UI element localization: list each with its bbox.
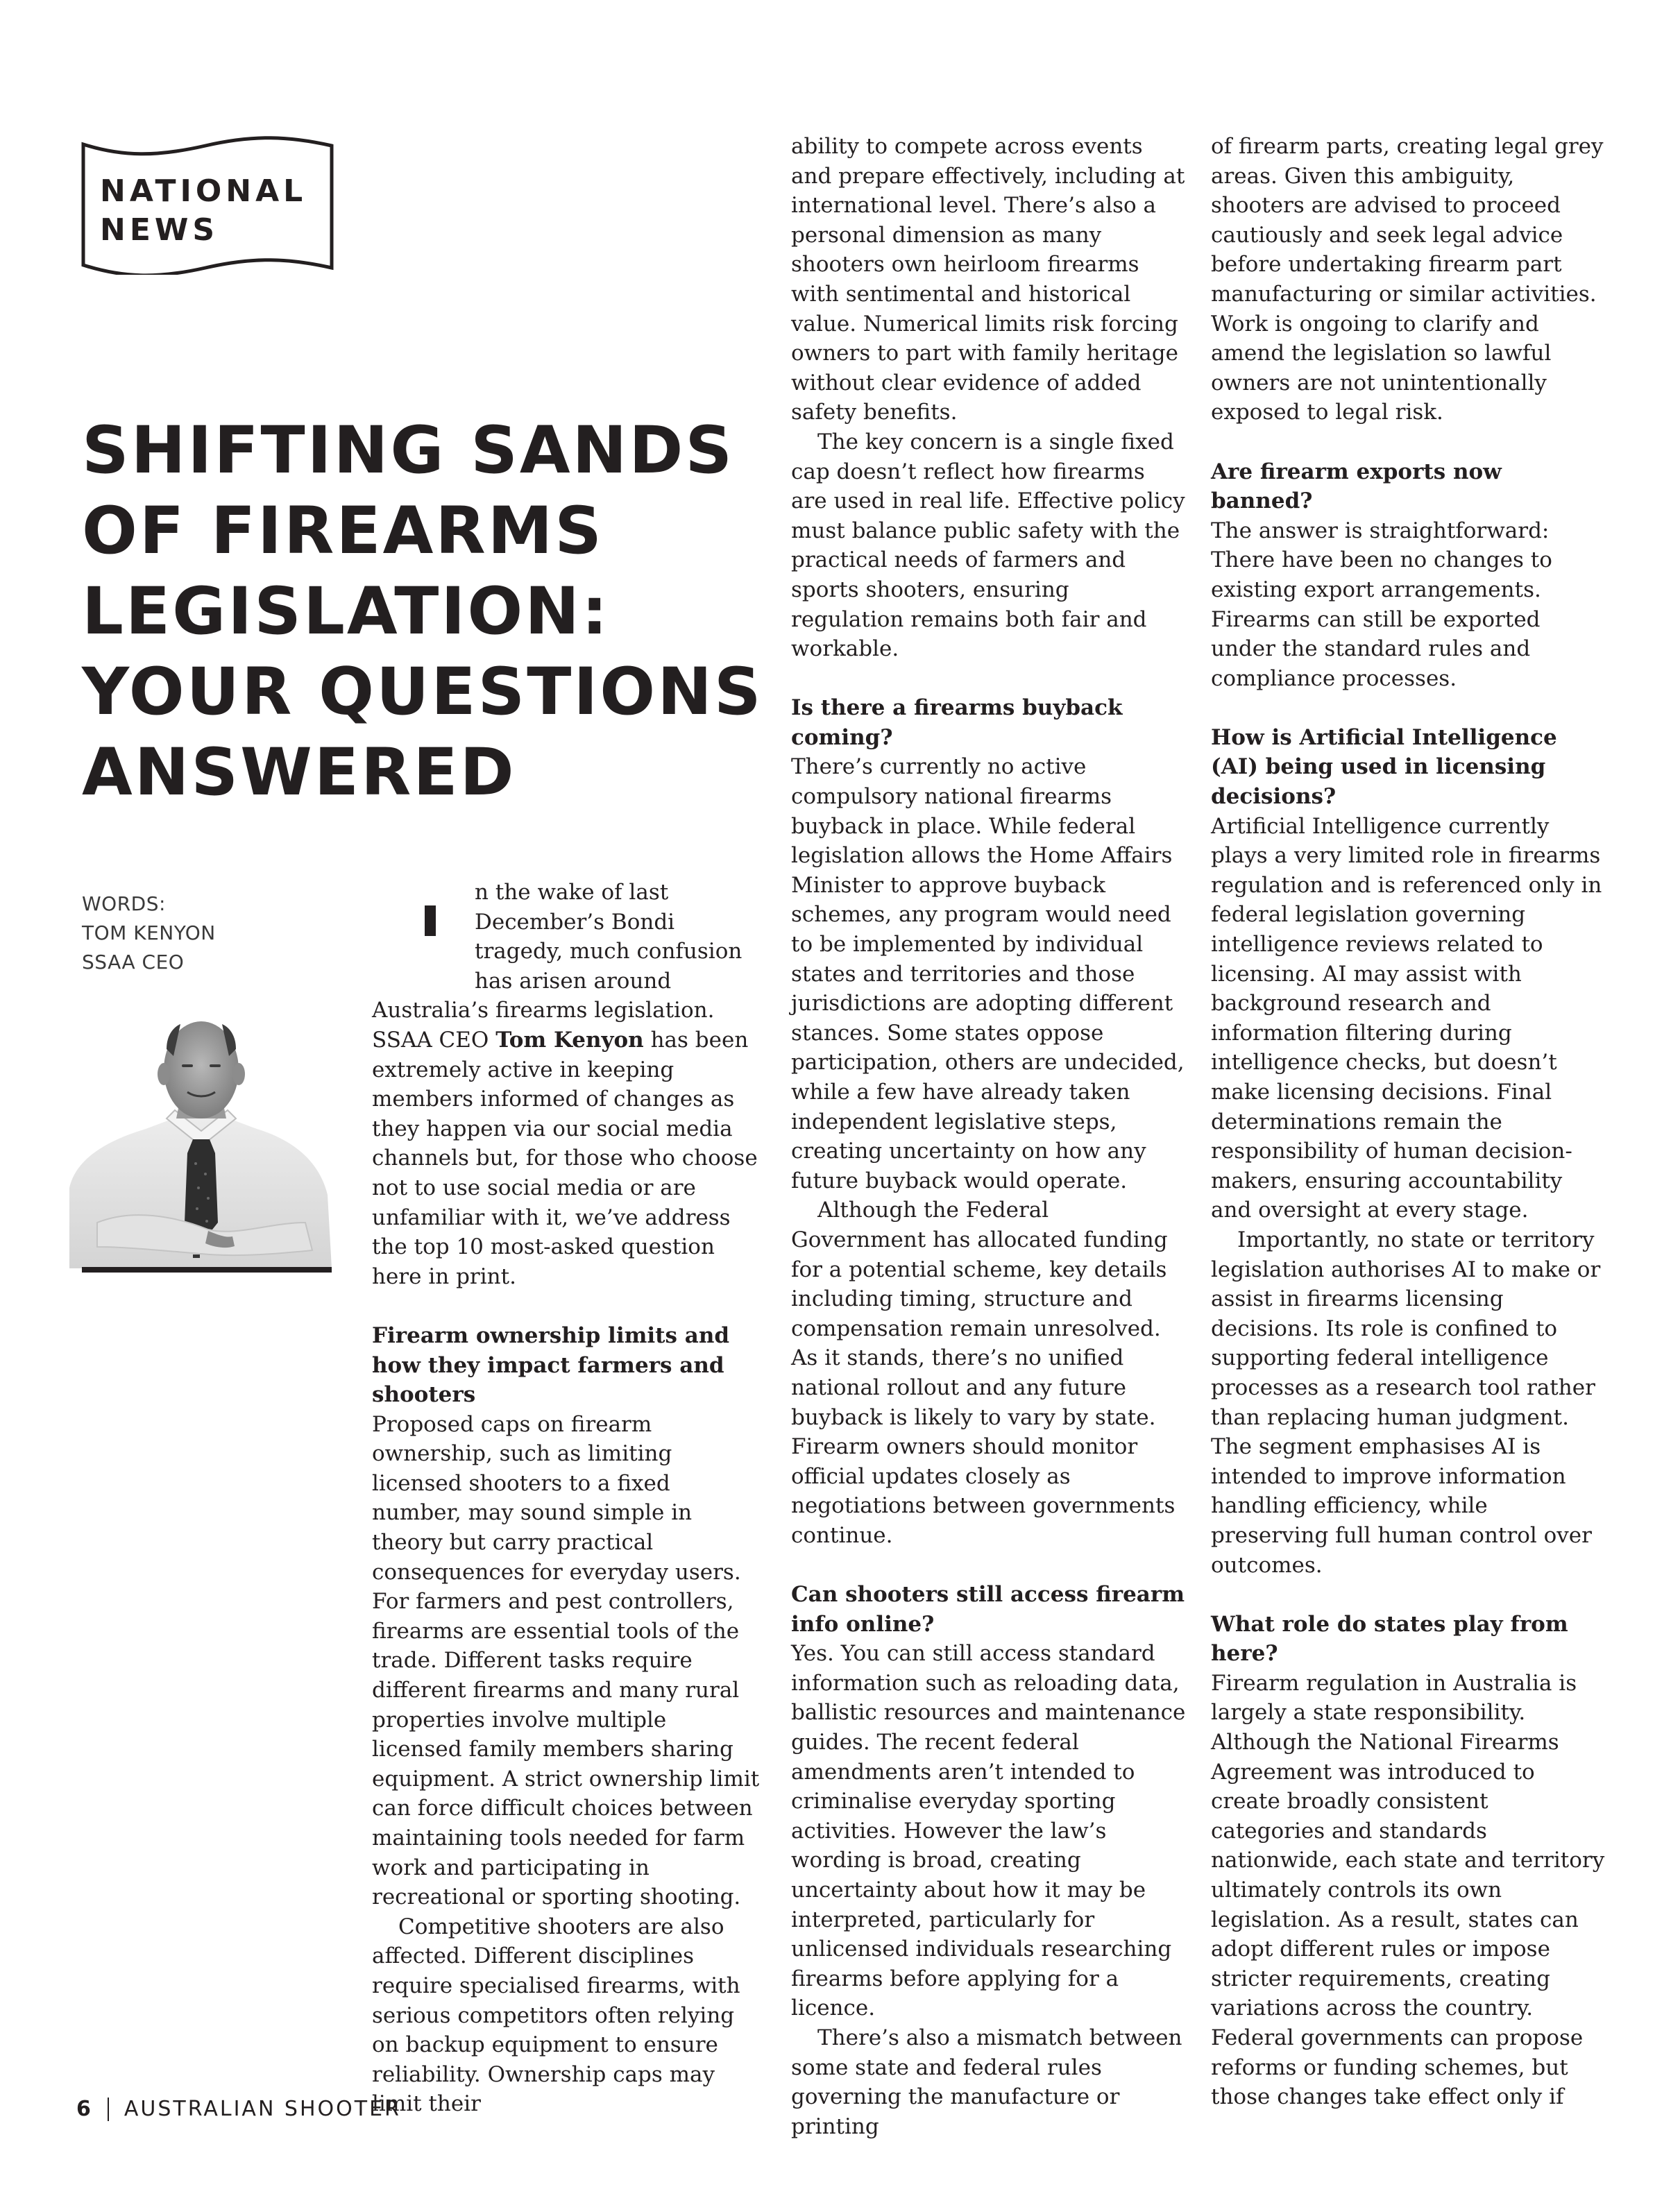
article-column-2	[791, 132, 1187, 2141]
section-paragraph: Competitive shooters are also affected. Different disciplines require specialised firearms, with serious competitors often relying on backup equipment to ensure reliability. Ownership caps may limit their	[372, 1914, 740, 2117]
page-number: 6	[76, 2097, 92, 2121]
section-heading-ai-licensing: How is Artificial Intelligence (AI) being used in licensing decisions?	[1211, 724, 1557, 810]
author-photo	[69, 1014, 332, 1268]
byline-label: WORDS:	[82, 892, 166, 915]
headline-line-3: LEGISLATION:	[82, 574, 610, 649]
section-paragraph: The answer is straightforward: There have been no changes to existing export arrangements. Firearms can still be exported under the standard rules and compliance processes.	[1211, 518, 1552, 691]
intro-text-after: has been extremely active in keeping members informed of changes as they happen via our social media channels but, for those who choose not to use social media or are unfamiliar with it, we’ve address the top 10 most-asked question here in print.	[372, 1027, 758, 1289]
section-flag-national-news	[80, 136, 334, 275]
section-paragraph: There’s currently no active compulsory national firearms buyback in place. While federal legislation allows the Home Affairs Minister to approve buyback schemes, any program would need to be implemented by individual states and territories and those jurisdictions are adopting different stances. Some states oppose participation, others are undecided, while a few have already taken independent legislative steps, creating uncertainty on how any future buyback would operate.	[791, 754, 1185, 1193]
section-paragraph: Although the Federal Government has allocated funding for a potential scheme, key details including timing, structure and compensation remain unresolved. As it stands, there’s no unified national rollout and any future buyback is likely to vary by state. Firearm owners should monitor official updates closely as negotiations between governments continue.	[791, 1198, 1176, 1548]
headline-line-2: OF FIREARMS	[82, 493, 604, 569]
section-paragraph: Proposed caps on firearm ownership, such as limiting licensed shooters to a fixed number, may sound simple in theory but carry practical consequences for everyday users. For farmers and pest controllers, firearms are essential tools of the trade. Different tasks require different firearms and many rural properties involve multiple licensed family members sharing equipment. A strict ownership limit can force difficult choices between maintaining tools needed for farm work and participating in recreational or sporting shooting.	[372, 1411, 760, 1910]
drop-cap	[372, 878, 475, 996]
article-column-1	[372, 878, 761, 2119]
headline-line-5: ANSWERED	[82, 735, 516, 810]
section-heading-buyback: Is there a firearms buyback coming?	[791, 695, 1123, 750]
section-heading-states-role: What role do states play from here?	[1211, 1611, 1568, 1667]
author-portrait-icon	[69, 1014, 332, 1268]
headline-line-1: SHIFTING SANDS	[82, 413, 735, 488]
section-paragraph: Artificial Intelligence currently plays a very limited role in firearms regulation and is referenced only in federal legislation governing intelligence reviews related to licensing. AI may assist with background research and information filtering during intelligence checks, but doesn’t make licensing decisions. Final determinations remain the responsibility of human decision-makers, ensuring accountability and oversight at every stage.	[1211, 813, 1602, 1223]
drop-cap-letter	[425, 905, 436, 936]
publication-name: AUSTRALIAN SHOOTER	[124, 2097, 401, 2121]
intro-author-name: Tom Kenyon	[495, 1027, 644, 1053]
section-flag-line-2: NEWS	[100, 212, 219, 248]
section-flag-line-1: NATIONAL	[100, 173, 307, 209]
article-column-3	[1211, 132, 1606, 2112]
section-paragraph: Importantly, no state or territory legislation authorises AI to make or assist in firearms licensing decisions. Its role is confined to supporting federal intelligence processes as a research tool rather than replacing human judgment. The segment emphasises AI is intended to improve information handling efficiency, while preserving full human control over outcomes.	[1211, 1227, 1601, 1578]
headline-line-4: YOUR QUESTIONS	[82, 654, 763, 730]
section-paragraph: The key concern is a single fixed cap doesn’t reflect how firearms are used in real life. Effective policy must balance public safety with the practical needs of farmers and sports shooters, ensuring regulation remains both fair and workable.	[791, 429, 1185, 662]
intro-paragraph	[372, 878, 761, 1291]
section-paragraph: There’s also a mismatch between some state and federal rules governing the manufacture or printing	[791, 2025, 1182, 2139]
section-paragraph: Yes. You can still access standard information such as reloading data, ballistic resources and maintenance guides. The recent federal amendments aren’t intended to criminalise everyday sporting activities. However the law’s wording is broad, creating uncertainty about how it may be interpreted, particularly for unlicensed individuals researching firearms before applying for a licence.	[791, 1641, 1186, 2021]
section-heading-online-info: Can shooters still access firearm info online?	[791, 1582, 1185, 1637]
section-heading-exports: Are firearm exports now banned?	[1211, 459, 1502, 514]
section-paragraph: Firearm regulation in Australia is largely a state responsibility. Although the National Firearms Agreement was introduced to create broadly consistent categories and standards nationwide, each state and territory ultimately controls its own legislation. As a result, states can adopt different rules or impose stricter requirements, creating variations across the country. Federal governments can propose reforms or funding schemes, but those changes take effect only if	[1211, 1670, 1605, 2110]
article-headline	[82, 411, 776, 813]
page-footer	[76, 2088, 401, 2130]
section-paragraph-continued: ability to compete across events and prepare effectively, including at international level. There’s also a personal dimension as many shooters own heirloom firearms with sentimental and historical value. Numerical limits risk forcing owners to part with family heritage without clear evidence of added safety benefits.	[791, 134, 1185, 425]
section-paragraph-continued: of firearm parts, creating legal grey areas. Given this ambiguity, shooters are advised to proceed cautiously and seek legal advice before undertaking firearm part manufacturing or similar activities. Work is ongoing to clarify and amend the legislation so lawful owners are not unintentionally exposed to legal risk.	[1211, 134, 1604, 425]
section-heading-ownership-limits: Firearm ownership limits and how they impact farmers and shooters	[372, 1322, 730, 1408]
byline-role: SSAA CEO	[82, 951, 185, 973]
photo-divider-rule	[82, 1267, 332, 1273]
byline-author: TOM KENYON	[82, 921, 216, 944]
intro-text-before: n the wake of last December’s Bondi tragedy, much confusion has arisen around Australia’s firearms legislation. SSAA CEO	[372, 880, 743, 1053]
footer-separator	[108, 2098, 109, 2121]
byline	[82, 890, 216, 977]
